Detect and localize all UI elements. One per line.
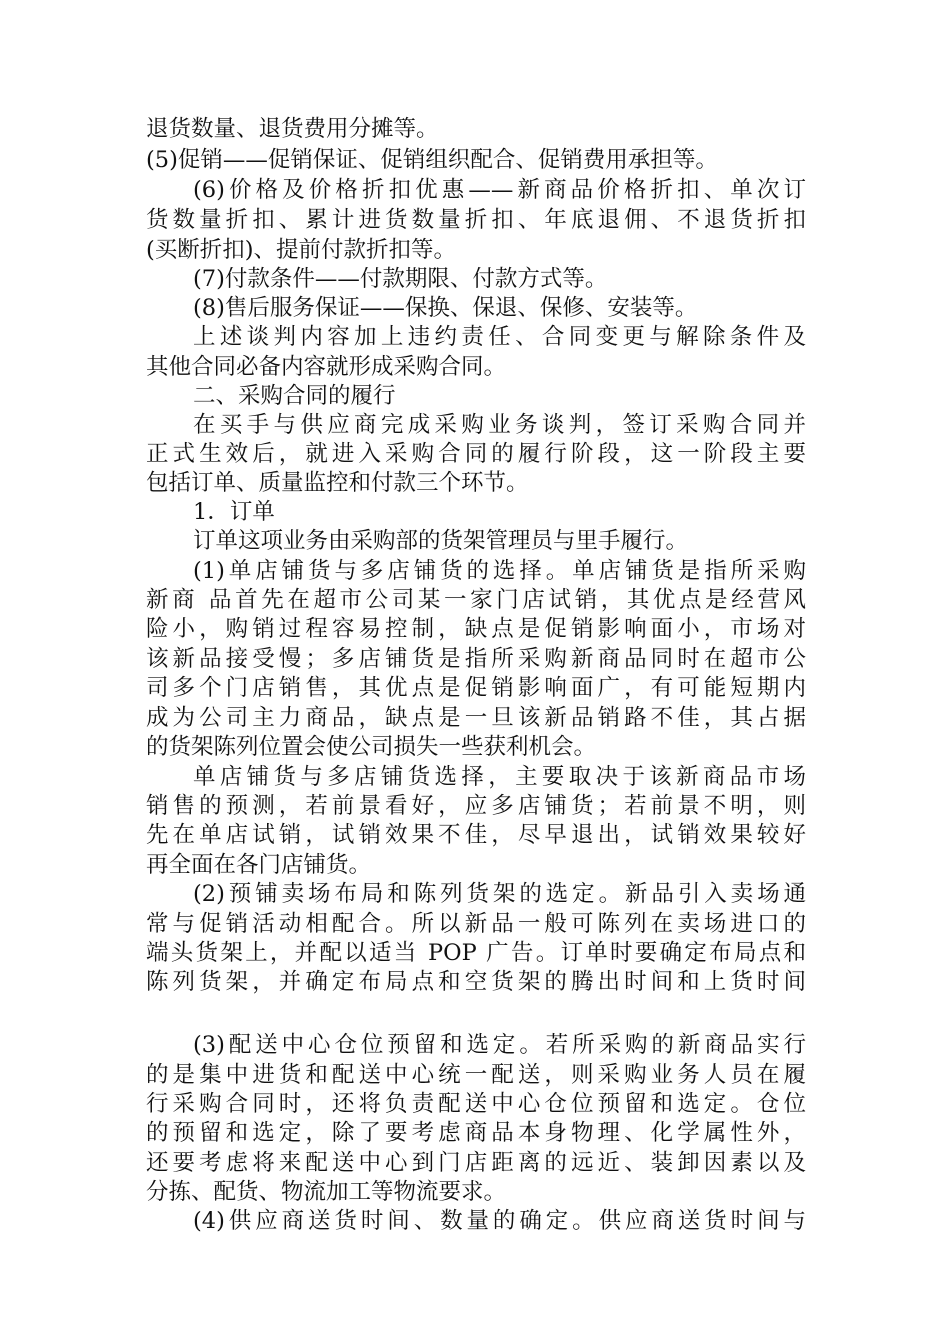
text-line: 成为公司主力商品，缺点是一旦该新品销路不佳，其占据 [146,705,806,731]
text-line: 的预留和选定，除了要考虑商品本身物理、化学属性外， [146,1120,806,1146]
text-line: 其他合同必备内容就形成采购合同。 [146,354,507,380]
text-line: 司多个门店销售，其优点是促销影响面广，有可能短期内 [146,675,806,701]
text-line: 货数量折扣、累计进货数量折扣、年底退佣、不退货折扣 [146,207,806,233]
text-line: 先在单店试销，试销效果不佳，尽早退出，试销效果较好 [146,822,806,848]
text-line: 的货架陈列位置会使公司损失一些获利机会。 [146,734,597,760]
text-line: (1)单店铺货与多店铺货的选择。单店铺货是指所采购 [193,558,806,584]
subsection-heading: 1．订单 [193,499,275,525]
text-line: 订单这项业务由采购部的货架管理员与里手履行。 [193,528,689,554]
text-line: 新商 品首先在超市公司某一家门店试销，其优点是经营风 [146,587,806,613]
text-line: (4)供应商送货时间、数量的确定。供应商送货时间与 [193,1208,806,1234]
text-line: (3)配送中心仓位预留和选定。若所采购的新商品实行 [193,1032,806,1058]
text-line: 单店铺货与多店铺货选择，主要取决于该新商品市场 [193,764,806,790]
text-line: 销售的预测，若前景看好，应多店铺货；若前景不明，则 [146,793,806,819]
text-line: 的是集中进货和配送中心统一配送，则采购业务人员在履 [146,1062,806,1088]
text-line: 该新品接受慢；多店铺货是指所采购新商品同时在超市公 [146,646,806,672]
text-line: (6)价格及价格折扣优惠——新商品价格折扣、单次订 [193,177,806,203]
text-line: 还要考虑将来配送中心到门店距离的远近、装卸因素以及 [146,1150,806,1176]
text-line: 上述谈判内容加上违约责任、合同变更与解除条件及 [193,324,806,350]
text-line: 陈列货架，并确定布局点和空货架的腾出时间和上货时间 [146,969,806,995]
text-line: (5)促销——促销保证、促销组织配合、促销费用承担等。 [146,147,718,173]
text-line: (买断折扣)、提前付款折扣等。 [146,237,457,263]
text-line: 端头货架上，并配以适当 POP 广告。订单时要确定布局点和 [146,940,806,966]
text-line: 分拣、配货、物流加工等物流要求。 [146,1179,507,1205]
text-line: (8)售后服务保证——保换、保退、保修、安装等。 [193,295,698,321]
text-line: 退货数量、退货费用分摊等。 [146,116,439,142]
text-line: (7)付款条件——付款期限、付款方式等。 [193,266,608,292]
text-line: 正式生效后，就进入采购合同的履行阶段，这一阶段主要 [146,441,806,467]
text-line: (2)预铺卖场布局和陈列货架的选定。新品引入卖场通 [193,881,806,907]
text-line: 包括订单、质量监控和付款三个环节。 [146,470,529,496]
section-heading: 二、采购合同的履行 [193,383,396,409]
text-line: 险小，购销过程容易控制，缺点是促销影响面小，市场对 [146,616,806,642]
text-line: 再全面在各门店铺货。 [146,852,372,878]
text-line: 在买手与供应商完成采购业务谈判，签订采购合同并 [193,412,806,438]
text-line: 常与促销活动相配合。所以新品一般可陈列在卖场进口的 [146,911,806,937]
text-line: 行采购合同时，还将负责配送中心仓位预留和选定。仓位 [146,1091,806,1117]
